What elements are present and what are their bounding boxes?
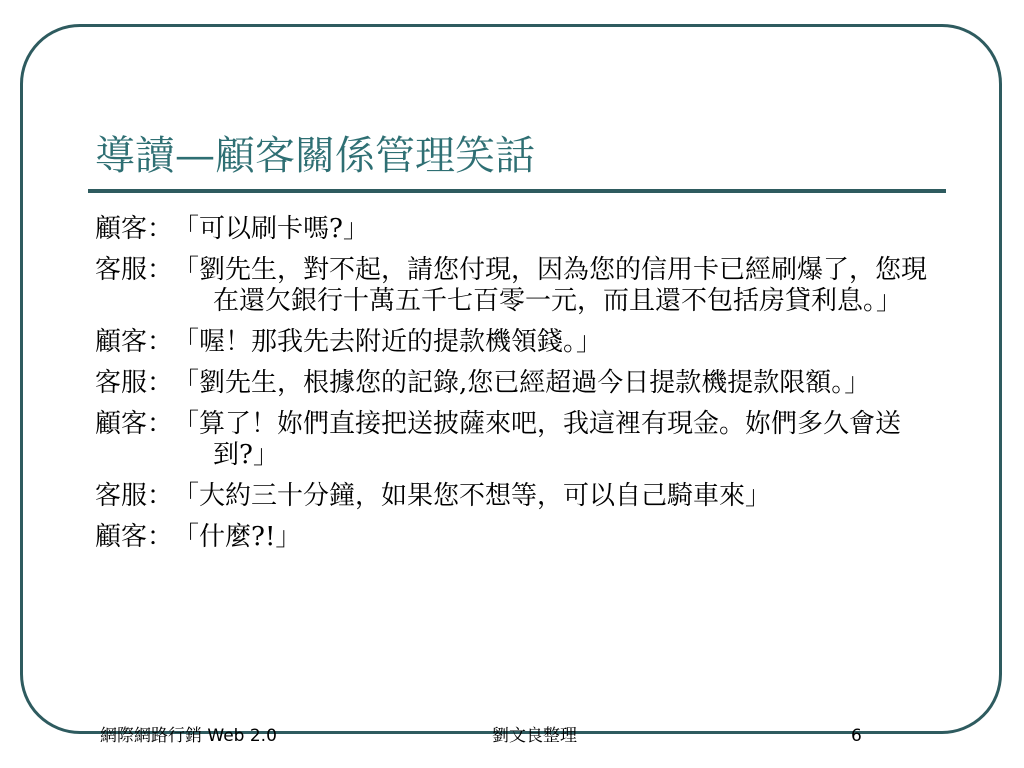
speaker-label: 客服： bbox=[95, 368, 174, 398]
page-number: 6 bbox=[851, 726, 862, 746]
slide-title: 導讀—顧客關係管理笑話 bbox=[95, 133, 535, 179]
speech-text: 「劉先生，對不起，請您付現，因為您的信用卡已經刷爆了，您現在還欠銀行十萬五千七百零一元，而且還不包括房貸利息。」 bbox=[173, 255, 928, 316]
dialogue-line bbox=[95, 255, 935, 317]
footer-author: 劉文良整理 bbox=[492, 726, 577, 746]
speech-text: 「大約三十分鐘，如果您不想等，可以自己騎車來」 bbox=[173, 481, 772, 511]
speaker-label: 顧客： bbox=[95, 327, 174, 357]
speaker-label: 客服： bbox=[95, 481, 174, 511]
speaker-label: 顧客： bbox=[95, 522, 174, 552]
dialogue-line bbox=[95, 481, 935, 512]
speaker-label: 顧客： bbox=[95, 214, 174, 244]
speaker-label: 顧客： bbox=[95, 409, 174, 439]
title-underline bbox=[88, 189, 946, 193]
dialogue-list bbox=[95, 214, 935, 563]
dialogue-line bbox=[95, 368, 935, 399]
dialogue-line bbox=[95, 327, 935, 358]
dialogue-line bbox=[95, 409, 935, 471]
footer-course-name: 網際網路行銷 Web 2.0 bbox=[100, 726, 277, 746]
speech-text: 「什麼?!」 bbox=[173, 522, 302, 552]
dialogue-line bbox=[95, 214, 935, 245]
speech-text: 「喔！那我先去附近的提款機領錢。」 bbox=[173, 327, 603, 357]
speaker-label: 客服： bbox=[95, 255, 174, 285]
speech-text: 「劉先生，根據您的記錄,您已經超過今日提款機提款限額。」 bbox=[173, 368, 871, 398]
dialogue-line bbox=[95, 522, 935, 553]
speech-text: 「可以刷卡嗎?」 bbox=[173, 214, 369, 244]
speech-text: 「算了！妳們直接把送披薩來吧，我這裡有現金。妳們多久會送到?」 bbox=[173, 409, 902, 470]
